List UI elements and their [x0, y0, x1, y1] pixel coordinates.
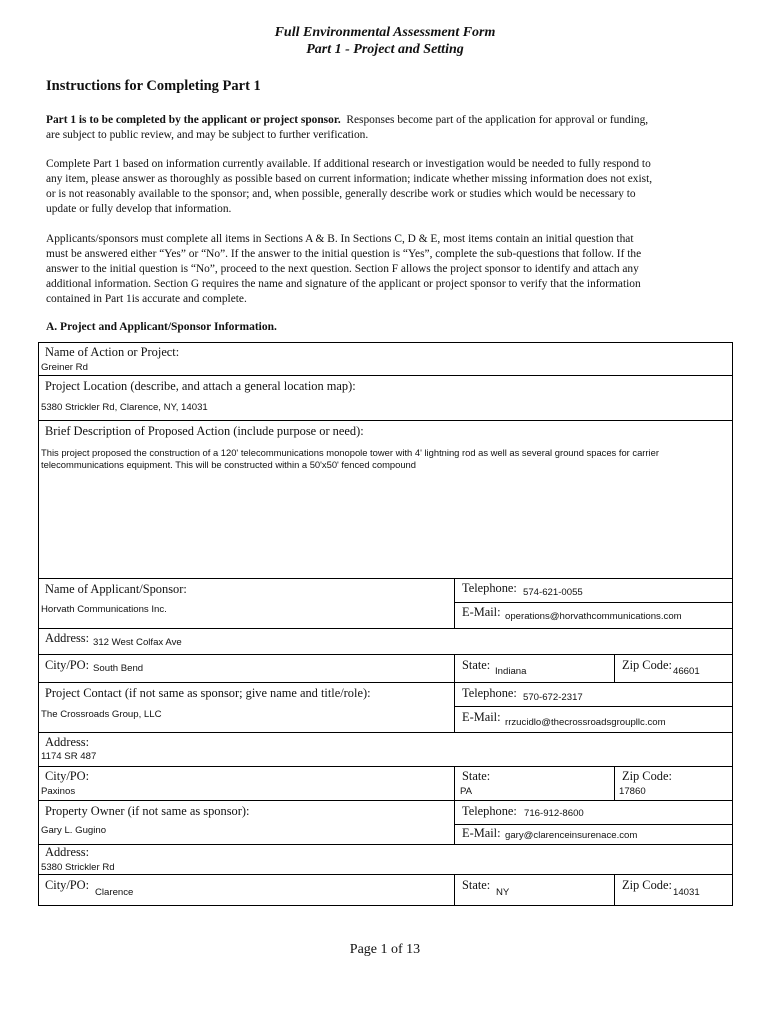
applicant-state-label: State:: [462, 658, 491, 672]
applicant-telephone-label: Telephone:: [462, 581, 517, 595]
applicant-email-field[interactable]: operations@horvathcommunications.com: [505, 611, 682, 622]
instructions-p3-line: must be answered either “Yes” or “No”. If the answer to the initial question is “Yes”, complete the sub-questions that follow. If the: [46, 248, 642, 260]
owner-city-label: City/PO:: [45, 878, 90, 892]
row-divider: [39, 420, 732, 421]
applicant-address-label: Address:: [45, 631, 90, 645]
contact-address-label: Address:: [45, 735, 90, 749]
owner-state-label: State:: [462, 878, 491, 892]
instructions-paragraph-3: [46, 232, 722, 307]
applicant-name-label: Name of Applicant/Sponsor:: [45, 582, 187, 596]
column-divider: [454, 874, 455, 905]
row-divider: [454, 824, 732, 825]
row-divider: [39, 844, 732, 845]
row-divider: [454, 706, 732, 707]
applicant-state-field[interactable]: Indiana: [495, 666, 527, 677]
project-location-field[interactable]: 5380 Strickler Rd, Clarence, NY, 14031: [41, 402, 208, 413]
contact-zip-field[interactable]: 17860: [619, 786, 646, 797]
owner-address-field[interactable]: 5380 Strickler Rd: [41, 862, 115, 873]
row-divider: [39, 375, 732, 376]
contact-state-field[interactable]: PA: [460, 786, 473, 797]
form-title: Full Environmental Assessment Form: [274, 25, 496, 40]
instructions-p2-line: or is not reasonably available to the sponsor; and, when possible, generally describe work or studies which would be necessary to: [46, 188, 636, 200]
instructions-p2-line: any item, please answer as thoroughly as possible based on current information; indicate whether missing information does not exist,: [46, 173, 653, 185]
row-divider: [39, 766, 732, 767]
contact-address-field[interactable]: 1174 SR 487: [41, 751, 97, 762]
column-divider: [614, 874, 615, 905]
instructions-paragraph-2: [46, 157, 722, 217]
contact-name-field[interactable]: The Crossroads Group, LLC: [41, 709, 162, 720]
applicant-city-label: City/PO:: [45, 658, 90, 672]
project-name-label: Name of Action or Project:: [45, 345, 180, 359]
owner-zip-field[interactable]: 14031: [673, 887, 700, 898]
project-description-field[interactable]: [41, 447, 721, 471]
column-divider: [454, 578, 455, 628]
owner-address-label: Address:: [45, 845, 90, 859]
instructions-p1-rest: Responses become part of the application for approval or funding,: [346, 114, 649, 126]
column-divider: [454, 766, 455, 844]
instructions-p3-line: contained in Part 1is accurate and complete.: [46, 293, 247, 305]
instructions-paragraph-1: [46, 113, 722, 143]
instructions-p1-line2: are subject to public review, and may be subject to further verification.: [46, 129, 369, 141]
applicant-email-label: E-Mail:: [462, 605, 501, 619]
column-divider: [614, 654, 615, 682]
instructions-heading: Instructions for Completing Part 1: [46, 78, 261, 94]
owner-telephone-field[interactable]: 716-912-8600: [524, 808, 584, 819]
owner-name-field[interactable]: Gary L. Gugino: [41, 825, 107, 836]
contact-email-field[interactable]: rrzucidlo@thecrossroadsgroupllc.com: [505, 717, 666, 728]
row-divider: [39, 732, 732, 733]
contact-city-label: City/PO:: [45, 769, 90, 783]
contact-telephone-label: Telephone:: [462, 686, 517, 700]
row-divider: [454, 602, 732, 603]
project-description-label: Brief Description of Proposed Action (include purpose or need):: [45, 424, 364, 438]
owner-email-field[interactable]: gary@clarenceinsurenace.com: [505, 830, 638, 841]
row-divider: [39, 682, 732, 683]
column-divider: [614, 766, 615, 800]
row-divider: [39, 578, 732, 579]
instructions-p2-line: Complete Part 1 based on information currently available. If additional research or investigation would be needed to fully respond to: [46, 158, 651, 170]
contact-city-field[interactable]: Paxinos: [41, 786, 76, 797]
project-info-form: [38, 342, 733, 906]
row-divider: [39, 628, 732, 629]
page-number: Page 1 of 13: [349, 942, 421, 957]
applicant-address-field[interactable]: 312 West Colfax Ave: [93, 637, 182, 648]
project-name-field[interactable]: Greiner Rd: [41, 362, 88, 373]
project-location-label: Project Location (describe, and attach a general location map):: [45, 379, 356, 393]
applicant-name-field[interactable]: Horvath Communications Inc.: [41, 604, 167, 615]
contact-telephone-field[interactable]: 570-672-2317: [523, 692, 583, 703]
column-divider: [454, 654, 455, 732]
applicant-telephone-field[interactable]: 574-621-0055: [523, 587, 583, 598]
contact-email-label: E-Mail:: [462, 710, 501, 724]
contact-zip-label: Zip Code:: [622, 769, 672, 783]
applicant-zip-field[interactable]: 46601: [673, 666, 700, 677]
row-divider: [39, 800, 732, 801]
description-line: This project proposed the construction of a 120' telecommunications monopole tower with 4' lightning rod as well as several ground spaces for carrier: [41, 447, 659, 458]
owner-zip-label: Zip Code:: [622, 878, 672, 892]
description-line: telecommunications equipment. This will be constructed within a 50'x50' fenced compound: [41, 459, 416, 470]
owner-city-field[interactable]: Clarence: [95, 887, 134, 898]
row-divider: [39, 654, 732, 655]
instructions-p2-line: update or fully develop that information.: [46, 203, 232, 215]
applicant-city-field[interactable]: South Bend: [93, 663, 144, 674]
contact-state-label: State:: [462, 769, 491, 783]
instructions-p1-bold: Part 1 is to be completed by the applicant or project sponsor.: [46, 114, 341, 126]
instructions-p3-line: additional information. Section G requires the name and signature of the applicant or project sponsor to verify that the information: [46, 278, 641, 290]
form-subtitle: Part 1 - Project and Setting: [306, 42, 464, 57]
owner-state-field[interactable]: NY: [496, 887, 510, 898]
section-a-heading: A. Project and Applicant/Sponsor Information.: [46, 321, 277, 333]
owner-name-label: Property Owner (if not same as sponsor):: [45, 804, 250, 818]
owner-email-label: E-Mail:: [462, 826, 501, 840]
contact-name-label: Project Contact (if not same as sponsor; give name and title/role):: [45, 686, 371, 700]
owner-telephone-label: Telephone:: [462, 804, 517, 818]
instructions-p3-line: answer to the initial question is “No”, proceed to the next question. Section F allows the project sponsor to identify and attach any: [46, 263, 639, 275]
applicant-zip-label: Zip Code:: [622, 658, 672, 672]
instructions-p3-line: Applicants/sponsors must complete all items in Sections A & B. In Sections C, D & E, most items contain an initial question that: [46, 233, 634, 245]
row-divider: [39, 874, 732, 875]
